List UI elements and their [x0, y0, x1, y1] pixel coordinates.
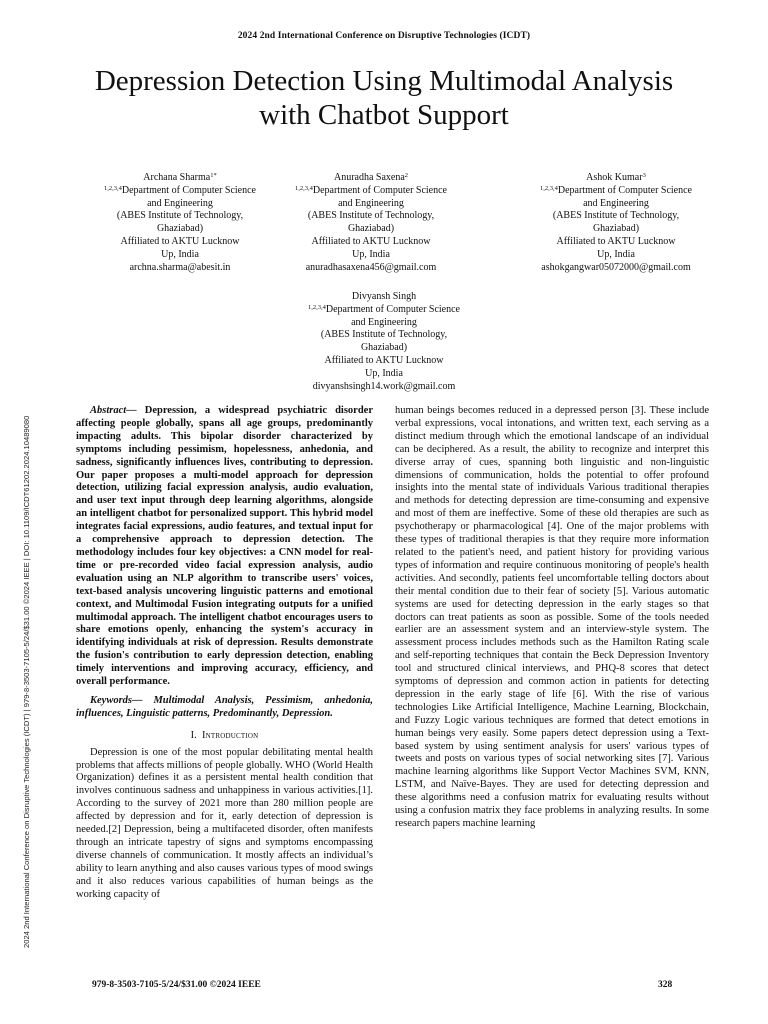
conference-header: 2024 2nd International Conference on Disruptive Technologies (ICDT) — [237, 31, 531, 41]
author-email[interactable]: archna.sharma@abesit.in — [129, 261, 231, 273]
author-superscript: 2 — [404, 172, 409, 179]
abstract-text: Depression, a widespread psychiatric disorder affecting people globally, spans all age groups, predominantly impacting adults. This bipolar disorder characterized by symptoms including pessimism, hopelessness, anhedonia, and sadness, significantly influences lives, contributing to depression. Our paper proposes a multi-model approach for depression detection, utilizing facial expression analysis, audio evaluation, and user text input through deep learning algorithms, alongside an intelligent chatbot for personalized support. This hybrid model integrates facial expressions, audio features, and textual input for a comprehensive approach to depression detection. The methodology includes four key objectives: a CNN model for real-time or pre-recorded video facial expression analysis, audio evaluation using an NLP algorithm to transcribe users' voices, text-based analysis uncovering linguistic patterns and emotional context, and Multimodal Fusion integrating outputs for a unified multimodal approach. The intelligent chatbot encourages users to share emotions openly, enhancing the system's accuracy in identifying individuals at risk of depression. Results demonstrate the fusion's contribution to early depression detection, enabling timely interventions and improving accuracy, efficiency, and overall performance. — [76, 405, 373, 688]
affiliation-superscript: 1,2,3,4 — [104, 184, 122, 192]
title-line-1: Depression Detection Using Multimodal Analysis — [94, 65, 674, 97]
affiliation: Affiliated to AKTU Lucknow — [324, 354, 444, 366]
intro-paragraph-left: Depression is one of the most popular debilitating mental health problems that affects millions of people globally. WHO (World Health Organization) defines it as a persistent mental health condition that involves continuous sadness and unhappiness in various activities.[1]. According to the survey of 2021 more than 280 million people are affected by depression and for it, early detection of depression is needed.[2] Depression, being a multifaceted disorder, often manifests through an intricate tapestry of signs and symptoms encompassing diverse channels of communication. It mostly affects an individual’s ability to learn anything and also causes various types of mood swings and it also reduces various capabilities of human beings as the working capacity of — [76, 746, 373, 900]
footer-copyright: 979-8-3503-7105-5/24/$31.00 ©2024 IEEE — [92, 980, 261, 990]
institution: (ABES Institute of Technology, — [307, 210, 435, 222]
keywords-text: Multimodal Analysis, Pessimism, anhedonia, influences, Linguistic patterns, Predominantly, Depression. — [76, 694, 373, 719]
institution-city: Ghaziabad) — [156, 223, 204, 235]
abstract — [76, 405, 373, 689]
location: Up, India — [365, 367, 403, 379]
abstract-label: Abstract— — [90, 405, 137, 416]
department: Department of Computer Science — [121, 184, 256, 196]
department-cont: and Engineering — [338, 197, 404, 209]
author-superscript: 1* — [210, 172, 217, 179]
affiliation: Affiliated to AKTU Lucknow — [556, 235, 676, 247]
author-name: Ashok Kumar — [586, 172, 643, 183]
department: Department of Computer Science — [312, 184, 447, 196]
paper-title — [40, 64, 728, 132]
keywords-label: Keywords— — [90, 694, 143, 706]
author-block-1 — [80, 172, 280, 274]
author-block-3 — [516, 172, 716, 274]
intro-paragraph-right: human beings becomes reduced in a depressed person [3]. These include verbal expressions, vocal intonations, and written text, each serving as a distinct medium through which the emotional landscape of an individual can be deciphered. As a result, the ability to recognize and interpret this diverse array of cues, spanning both linguistic and non-linguistic dimensions of communication, holds the potential to offer profound insights into the mental state of individuals Various traditional therapies and methods for detecting depression are time-consuming and expensive and most of them are ineffective. Some of these old therapies are such as psychotherapy or pharmacological [4]. One of the major problems with these types of traditional therapies is that they require more information related to the patient's need, and patient history for providing various types of information and require continuous monitoring of people's health activities. And secondly, patients feel uncomfortable telling doctors about their mental condition due to their fear of society [5]. Various automatic systems are used for detecting depression in the early stages so that doctors can treat patients as soon as possible. Some of the tools needed earlier are an assessment system and an interview-style system. The assessment process includes methods such as the Hamilton Rating scale and self-reporting techniques that contain the Beck Depression Inventory tool and structured clinical interviews, and PHQ-8 scores that detect symptoms of depression and common action in patients for detecting depression in the early stage of life [6]. With the rise of various technologies Like Artificial Intelligence, Machine Learning, Blockchain, and Fuzzy Logic various techniques are formed that detect emotions in human beings very easily. Some papers detect depression using a Text-based system by using sentiment analysis for users' various types of tweets and posts on various types of social networking sites [7]. Various machine learning algorithms like Support Vector Machines SVM, KNN, LSTM, and Naïve-Bayes. They are used for detecting depression and these algorithms need a confusion matrix for evaluating results without using a confusion matrix they face problems in analyzing results. In some research papers machine learning — [395, 405, 709, 829]
section-title: Introduction — [201, 729, 259, 741]
location: Up, India — [161, 248, 199, 260]
author-email[interactable]: divyanshsingh14.work@gmail.com — [312, 380, 456, 392]
section-number: I. — [190, 729, 197, 741]
institution-city: Ghaziabad) — [592, 223, 640, 235]
affiliation: Affiliated to AKTU Lucknow — [120, 235, 240, 247]
author-superscript: 3 — [642, 172, 646, 179]
department-cont: and Engineering — [583, 197, 649, 209]
author-block-2 — [271, 172, 471, 274]
keywords — [76, 695, 373, 721]
institution: (ABES Institute of Technology, — [552, 210, 680, 222]
affiliation-superscript: 1,2,3,4 — [295, 184, 313, 192]
department: Department of Computer Science — [557, 184, 692, 196]
author-email[interactable]: ashokgangwar05072000@gmail.com — [541, 261, 691, 273]
institution-city: Ghaziabad) — [360, 342, 408, 354]
institution-city: Ghaziabad) — [347, 223, 395, 235]
location: Up, India — [597, 248, 635, 260]
left-column — [76, 405, 373, 902]
author-name: Divyansh Singh — [351, 291, 417, 302]
location: Up, India — [352, 248, 390, 260]
department: Department of Computer Science — [325, 303, 460, 315]
author-name: Archana Sharma — [143, 172, 211, 183]
author-name: Anuradha Saxena — [333, 172, 405, 183]
side-identifier — [14, 328, 30, 948]
affiliation-superscript: 1,2,3,4 — [540, 184, 558, 192]
department-cont: and Engineering — [351, 316, 417, 328]
title-line-2: with Chatbot Support — [259, 99, 509, 131]
affiliation: Affiliated to AKTU Lucknow — [311, 235, 431, 247]
page-number: 328 — [658, 980, 673, 990]
side-identifier-text: 2024 2nd International Conference on Disruptive Technologies (ICDT) | 979-8-3503-7105-5/24/$31.00 ©2024 IEEE | DOI: 10.1109/ICDT61202.2024.10489080 — [22, 415, 31, 948]
institution: (ABES Institute of Technology, — [320, 329, 448, 341]
author-email[interactable]: anuradhasaxena456@gmail.com — [305, 261, 437, 273]
affiliation-superscript: 1,2,3,4 — [308, 303, 326, 311]
author-block-4 — [284, 291, 484, 393]
section-heading — [76, 730, 373, 743]
right-column — [395, 405, 709, 831]
institution: (ABES Institute of Technology, — [116, 210, 244, 222]
department-cont: and Engineering — [147, 197, 213, 209]
